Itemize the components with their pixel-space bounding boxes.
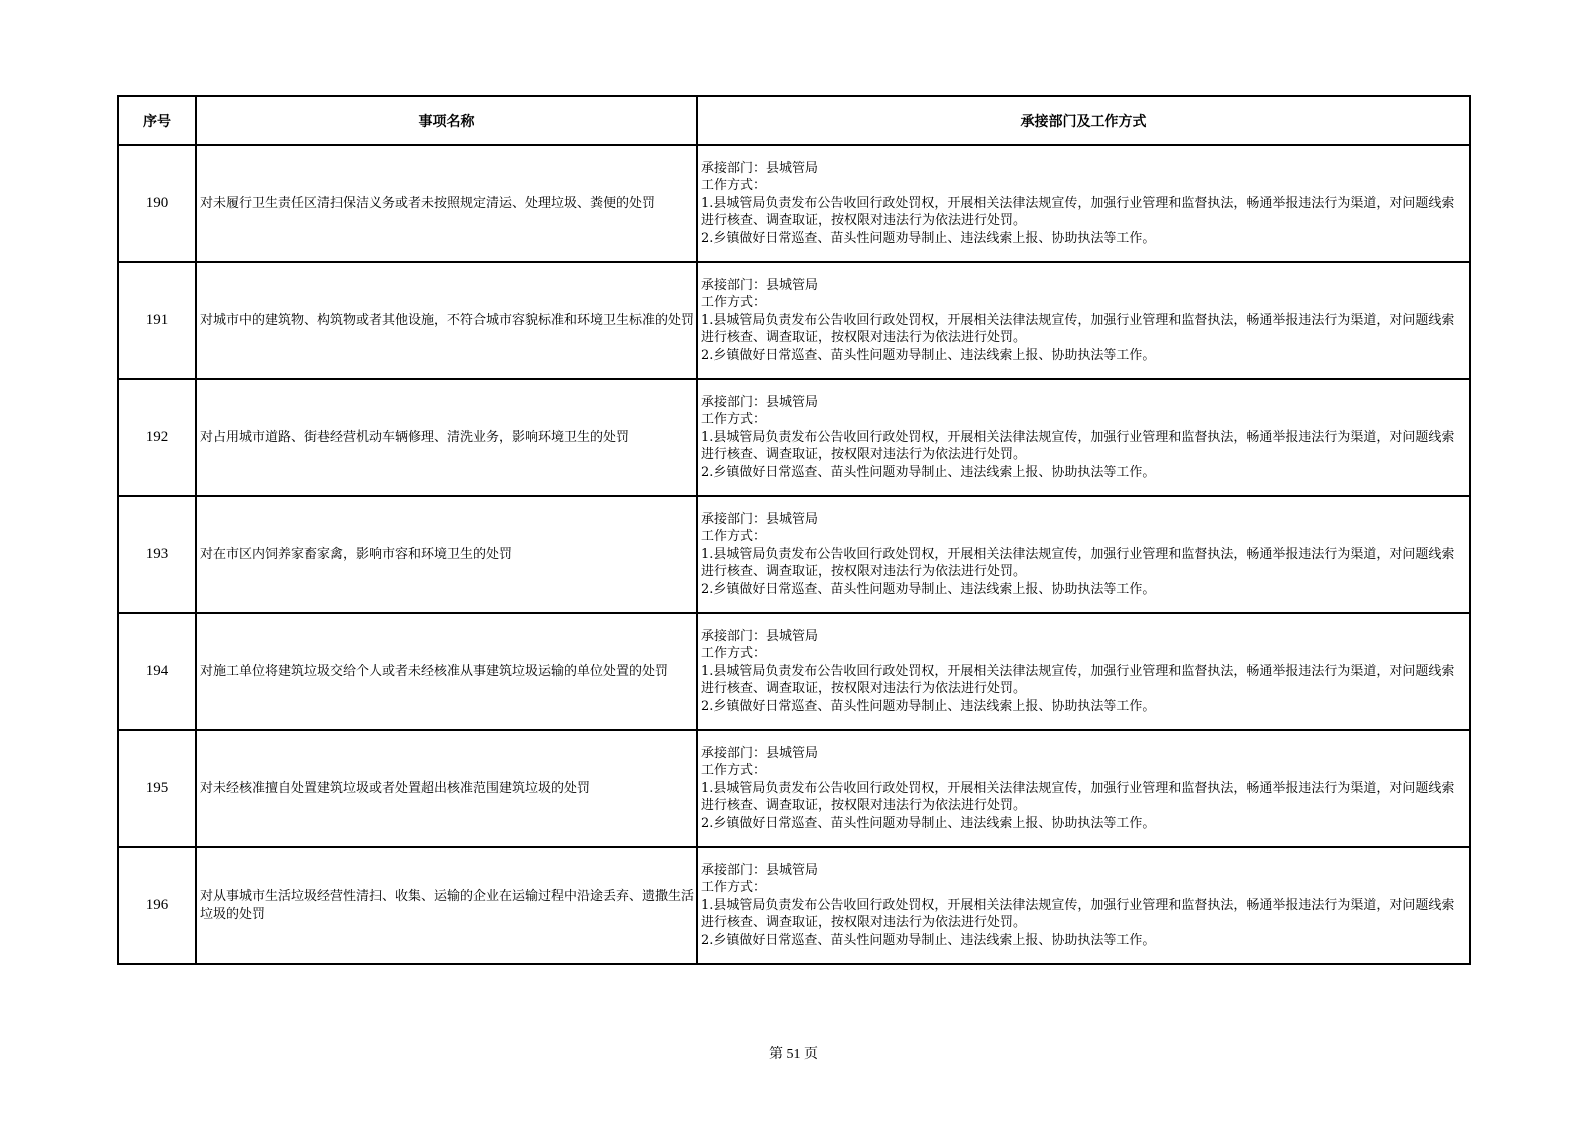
dept-line: 承接部门：县城管局 (701, 511, 819, 527)
method-label: 工作方式： (701, 178, 767, 194)
method-step-1: 1.县城管局负责发布公告收回行政处罚权，开展相关法律法规宣传，加强行业管理和监督执法，畅通举报违法行为渠道，对问题线索进行核查、调查取证，按权限对违法行为依法进行处罚。 (701, 195, 1455, 229)
table-row (118, 847, 1470, 964)
table-row (118, 145, 1470, 262)
dept-line: 承接部门：县城管局 (701, 628, 819, 644)
department-method (697, 613, 1470, 730)
header-serial-number: 序号 (118, 96, 196, 145)
item-name: 对未经核准擅自处置建筑垃圾或者处置超出核准范围建筑垃圾的处罚 (196, 730, 697, 847)
row-number: 196 (118, 847, 196, 964)
method-step-1: 1.县城管局负责发布公告收回行政处罚权，开展相关法律法规宣传，加强行业管理和监督执法，畅通举报违法行为渠道，对问题线索进行核查、调查取证，按权限对违法行为依法进行处罚。 (701, 897, 1455, 931)
department-method (697, 847, 1470, 964)
table-row (118, 379, 1470, 496)
method-step-1: 1.县城管局负责发布公告收回行政处罚权，开展相关法律法规宣传，加强行业管理和监督执法，畅通举报违法行为渠道，对问题线索进行核查、调查取证，按权限对违法行为依法进行处罚。 (701, 312, 1455, 346)
row-number: 195 (118, 730, 196, 847)
dept-line: 承接部门：县城管局 (701, 160, 819, 176)
item-name: 对从事城市生活垃圾经营性清扫、收集、运输的企业在运输过程中沿途丢弃、遗撒生活垃圾的处罚 (196, 847, 697, 964)
method-label: 工作方式： (701, 412, 767, 428)
header-department-method: 承接部门及工作方式 (697, 96, 1470, 145)
method-step-2: 2.乡镇做好日常巡查、苗头性问题劝导制止、违法线索上报、协助执法等工作。 (701, 581, 1156, 597)
department-method (697, 145, 1470, 262)
table-row (118, 262, 1470, 379)
method-step-2: 2.乡镇做好日常巡查、苗头性问题劝导制止、违法线索上报、协助执法等工作。 (701, 815, 1156, 831)
method-step-2: 2.乡镇做好日常巡查、苗头性问题劝导制止、违法线索上报、协助执法等工作。 (701, 347, 1156, 363)
department-method (697, 496, 1470, 613)
department-method (697, 262, 1470, 379)
header-item-name: 事项名称 (196, 96, 697, 145)
method-step-2: 2.乡镇做好日常巡查、苗头性问题劝导制止、违法线索上报、协助执法等工作。 (701, 932, 1156, 948)
row-number: 193 (118, 496, 196, 613)
item-name: 对占用城市道路、街巷经营机动车辆修理、清洗业务，影响环境卫生的处罚 (196, 379, 697, 496)
table-header-row (118, 96, 1470, 145)
row-number: 191 (118, 262, 196, 379)
table-row (118, 730, 1470, 847)
item-name: 对施工单位将建筑垃圾交给个人或者未经核准从事建筑垃圾运输的单位处置的处罚 (196, 613, 697, 730)
method-label: 工作方式： (701, 529, 767, 545)
row-number: 194 (118, 613, 196, 730)
items-table (117, 95, 1471, 965)
method-step-1: 1.县城管局负责发布公告收回行政处罚权，开展相关法律法规宣传，加强行业管理和监督执法，畅通举报违法行为渠道，对问题线索进行核查、调查取证，按权限对违法行为依法进行处罚。 (701, 429, 1455, 463)
method-label: 工作方式： (701, 295, 767, 311)
item-name: 对未履行卫生责任区清扫保洁义务或者未按照规定清运、处理垃圾、粪便的处罚 (196, 145, 697, 262)
method-label: 工作方式： (701, 763, 767, 779)
department-method (697, 379, 1470, 496)
method-step-1: 1.县城管局负责发布公告收回行政处罚权，开展相关法律法规宣传，加强行业管理和监督执法，畅通举报违法行为渠道，对问题线索进行核查、调查取证，按权限对违法行为依法进行处罚。 (701, 546, 1455, 580)
method-label: 工作方式： (701, 646, 767, 662)
department-method (697, 730, 1470, 847)
row-number: 192 (118, 379, 196, 496)
page-number: 第 51 页 (769, 1047, 818, 1062)
method-step-2: 2.乡镇做好日常巡查、苗头性问题劝导制止、违法线索上报、协助执法等工作。 (701, 230, 1156, 246)
dept-line: 承接部门：县城管局 (701, 394, 819, 410)
method-label: 工作方式： (701, 880, 767, 896)
row-number: 190 (118, 145, 196, 262)
dept-line: 承接部门：县城管局 (701, 745, 819, 761)
method-step-2: 2.乡镇做好日常巡查、苗头性问题劝导制止、违法线索上报、协助执法等工作。 (701, 698, 1156, 714)
method-step-1: 1.县城管局负责发布公告收回行政处罚权，开展相关法律法规宣传，加强行业管理和监督执法，畅通举报违法行为渠道，对问题线索进行核查、调查取证，按权限对违法行为依法进行处罚。 (701, 663, 1455, 697)
item-name: 对城市中的建筑物、构筑物或者其他设施，不符合城市容貌标准和环境卫生标准的处罚 (196, 262, 697, 379)
dept-line: 承接部门：县城管局 (701, 277, 819, 293)
item-name: 对在市区内饲养家畜家禽，影响市容和环境卫生的处罚 (196, 496, 697, 613)
dept-line: 承接部门：县城管局 (701, 862, 819, 878)
method-step-1: 1.县城管局负责发布公告收回行政处罚权，开展相关法律法规宣传，加强行业管理和监督执法，畅通举报违法行为渠道，对问题线索进行核查、调查取证，按权限对违法行为依法进行处罚。 (701, 780, 1455, 814)
table-row (118, 613, 1470, 730)
table-row (118, 496, 1470, 613)
method-step-2: 2.乡镇做好日常巡查、苗头性问题劝导制止、违法线索上报、协助执法等工作。 (701, 464, 1156, 480)
